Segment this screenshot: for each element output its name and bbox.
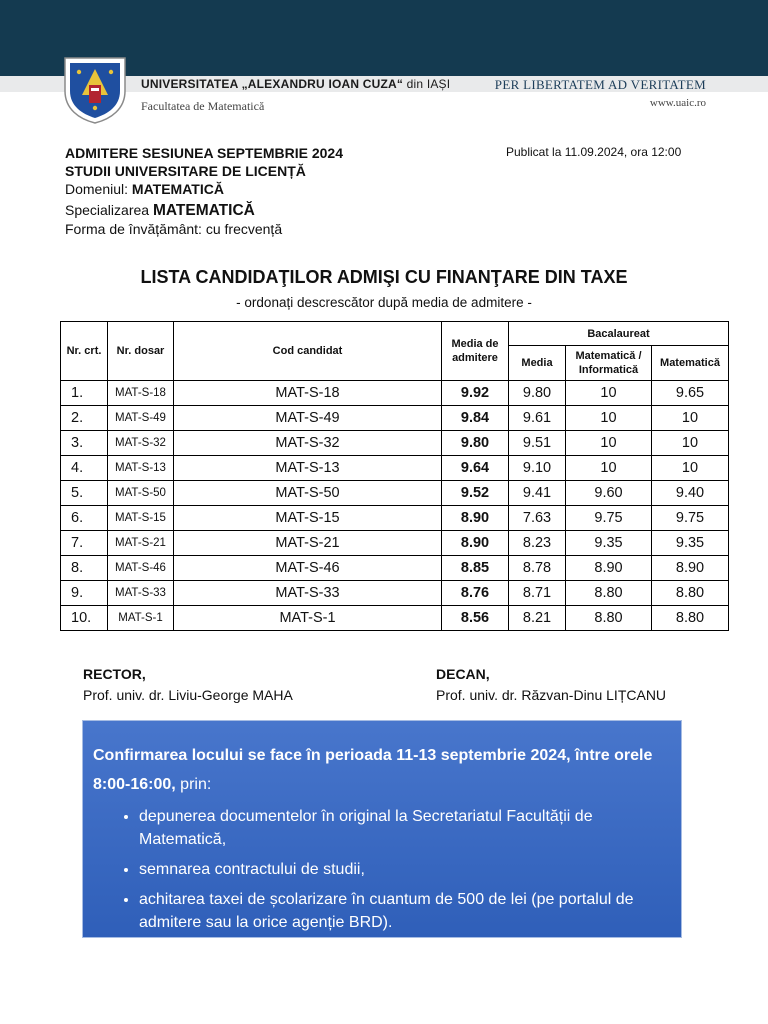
- university-name-suffix: din IAȘI: [406, 77, 451, 91]
- confirmation-info-box: [82, 720, 682, 938]
- row-media-admitere: 9.52: [442, 481, 509, 506]
- table-row: [61, 531, 729, 556]
- row-nr: 6.: [61, 506, 108, 531]
- row-media-admitere: 9.84: [442, 406, 509, 431]
- row-bac-media: 9.41: [509, 481, 566, 506]
- row-media-admitere: 9.92: [442, 381, 509, 406]
- row-bac-mat: 9.35: [652, 531, 729, 556]
- session-line: ADMITERE SESIUNEA SEPTEMBRIE 2024: [65, 145, 343, 161]
- dean-signature: [436, 664, 666, 706]
- row-bac-media: 8.71: [509, 581, 566, 606]
- confirmation-lead: [93, 741, 671, 799]
- row-bac-media: 8.78: [509, 556, 566, 581]
- list-title: LISTA CANDIDAŢILOR ADMIŞI CU FINANŢARE DIN TAXE: [140, 267, 628, 287]
- rector-title: RECTOR,: [83, 666, 146, 682]
- confirmation-step: • achitarea taxei de școlarizare în cuantum de 500 de lei (pe portalul de admitere sau la orice agenție BRD).: [139, 888, 671, 934]
- row-media-admitere: 9.80: [442, 431, 509, 456]
- row-bac-mat: 8.90: [652, 556, 729, 581]
- dean-title: DECAN,: [436, 666, 490, 682]
- table-row: [61, 581, 729, 606]
- header-bac-media: Media: [509, 346, 566, 381]
- row-bac-mat-info: 9.60: [566, 481, 652, 506]
- confirmation-lead-rest: prin:: [175, 776, 212, 793]
- published-date: Publicat la 11.09.2024, ora 12:00: [506, 145, 682, 159]
- row-bac-mat: 10: [652, 456, 729, 481]
- row-bac-mat: 10: [652, 431, 729, 456]
- header-nr-dosar: Nr. dosar: [108, 322, 174, 381]
- admission-meta: [65, 144, 343, 238]
- university-name-main: UNIVERSITATEA „ALEXANDRU IOAN CUZA“: [141, 77, 404, 91]
- row-bac-mat: 9.40: [652, 481, 729, 506]
- header-bacalaureat: Bacalaureat: [509, 322, 729, 346]
- specialization-label: Specializarea: [65, 202, 150, 218]
- row-nr: 1.: [61, 381, 108, 406]
- row-bac-mat: 9.65: [652, 381, 729, 406]
- row-media-admitere: 8.90: [442, 531, 509, 556]
- row-dosar: MAT-S-46: [108, 556, 174, 581]
- specialization-line: [65, 201, 343, 220]
- row-dosar: MAT-S-21: [108, 531, 174, 556]
- row-bac-mat-info: 8.80: [566, 606, 652, 631]
- row-media-admitere: 8.85: [442, 556, 509, 581]
- confirmation-lead-bold: Confirmarea locului se face în perioada 11-13 septembrie 2024, între orele 8:00-16:00,: [93, 747, 653, 793]
- row-cod-candidat: MAT-S-46: [174, 556, 442, 581]
- row-nr: 5.: [61, 481, 108, 506]
- faculty-name: Facultatea de Matematică: [141, 99, 265, 113]
- study-form-line: Forma de învățământ: cu frecvență: [65, 221, 283, 237]
- admitted-candidates-table: [60, 321, 729, 631]
- row-nr: 4.: [61, 456, 108, 481]
- specialization-value: MATEMATICĂ: [152, 202, 255, 219]
- row-bac-mat-info: 8.90: [566, 556, 652, 581]
- row-nr: 3.: [61, 431, 108, 456]
- university-motto: PER LIBERTATEM AD VERITATEM: [494, 77, 706, 92]
- table-row: [61, 431, 729, 456]
- row-bac-mat-info: 8.80: [566, 581, 652, 606]
- table-row: [61, 506, 729, 531]
- table-row: [61, 606, 729, 631]
- row-bac-media: 8.21: [509, 606, 566, 631]
- row-dosar: MAT-S-18: [108, 381, 174, 406]
- row-dosar: MAT-S-13: [108, 456, 174, 481]
- row-dosar: MAT-S-32: [108, 431, 174, 456]
- row-cod-candidat: MAT-S-15: [174, 506, 442, 531]
- row-nr: 9.: [61, 581, 108, 606]
- rector-name: Prof. univ. dr. Liviu-George MAHA: [83, 687, 293, 703]
- table-row: [61, 381, 729, 406]
- row-cod-candidat: MAT-S-18: [174, 381, 442, 406]
- header-media-admitere: Media de admitere: [442, 322, 509, 381]
- table-row: [61, 406, 729, 431]
- confirmation-steps-list: [93, 805, 671, 934]
- row-bac-mat-info: 10: [566, 381, 652, 406]
- row-bac-mat-info: 9.35: [566, 531, 652, 556]
- row-cod-candidat: MAT-S-21: [174, 531, 442, 556]
- confirmation-step: • semnarea contractului de studii,: [139, 858, 671, 881]
- header-bac-mat-info: Matematică / Informatică: [566, 346, 652, 381]
- row-media-admitere: 8.90: [442, 506, 509, 531]
- row-media-admitere: 8.56: [442, 606, 509, 631]
- row-nr: 2.: [61, 406, 108, 431]
- row-bac-mat: 9.75: [652, 506, 729, 531]
- row-nr: 10.: [61, 606, 108, 631]
- table-row: [61, 456, 729, 481]
- row-bac-media: 7.63: [509, 506, 566, 531]
- domain-line: [65, 180, 343, 198]
- row-dosar: MAT-S-50: [108, 481, 174, 506]
- row-media-admitere: 8.76: [442, 581, 509, 606]
- row-bac-mat: 8.80: [652, 581, 729, 606]
- university-name: [141, 77, 450, 91]
- confirmation-step: • depunerea documentelor în original la Secretariatul Facultății de Matematică,: [139, 805, 671, 851]
- row-bac-media: 8.23: [509, 531, 566, 556]
- header-nr-crt: Nr. crt.: [61, 322, 108, 381]
- row-bac-media: 9.51: [509, 431, 566, 456]
- header-bac-mat: Matematică: [652, 346, 729, 381]
- website-link[interactable]: www.uaic.ro: [649, 97, 706, 109]
- dean-name: Prof. univ. dr. Răzvan-Dinu LIȚCANU: [436, 687, 667, 703]
- domain-value: MATEMATICĂ: [131, 181, 224, 197]
- row-cod-candidat: MAT-S-13: [174, 456, 442, 481]
- row-nr: 7.: [61, 531, 108, 556]
- row-bac-mat-info: 10: [566, 431, 652, 456]
- row-dosar: MAT-S-49: [108, 406, 174, 431]
- table-row: [61, 481, 729, 506]
- study-level-line: STUDII UNIVERSITARE DE LICENȚĂ: [65, 163, 306, 179]
- row-bac-mat: 8.80: [652, 606, 729, 631]
- row-nr: 8.: [61, 556, 108, 581]
- domain-label: Domeniul:: [65, 181, 129, 197]
- row-bac-media: 9.80: [509, 381, 566, 406]
- row-bac-mat: 10: [652, 406, 729, 431]
- rector-signature: [83, 664, 293, 706]
- header-cod-candidat: Cod candidat: [174, 322, 442, 381]
- row-cod-candidat: MAT-S-32: [174, 431, 442, 456]
- row-bac-mat-info: 10: [566, 406, 652, 431]
- row-bac-mat-info: 10: [566, 456, 652, 481]
- row-bac-media: 9.10: [509, 456, 566, 481]
- row-media-admitere: 9.64: [442, 456, 509, 481]
- row-bac-media: 9.61: [509, 406, 566, 431]
- row-dosar: MAT-S-33: [108, 581, 174, 606]
- row-bac-mat-info: 9.75: [566, 506, 652, 531]
- row-dosar: MAT-S-15: [108, 506, 174, 531]
- row-dosar: MAT-S-1: [108, 606, 174, 631]
- university-crest-icon: [62, 55, 128, 125]
- row-cod-candidat: MAT-S-1: [174, 606, 442, 631]
- row-cod-candidat: MAT-S-49: [174, 406, 442, 431]
- row-cod-candidat: MAT-S-33: [174, 581, 442, 606]
- table-row: [61, 556, 729, 581]
- list-subtitle: - ordonați descrescător după media de admitere -: [236, 295, 532, 310]
- row-cod-candidat: MAT-S-50: [174, 481, 442, 506]
